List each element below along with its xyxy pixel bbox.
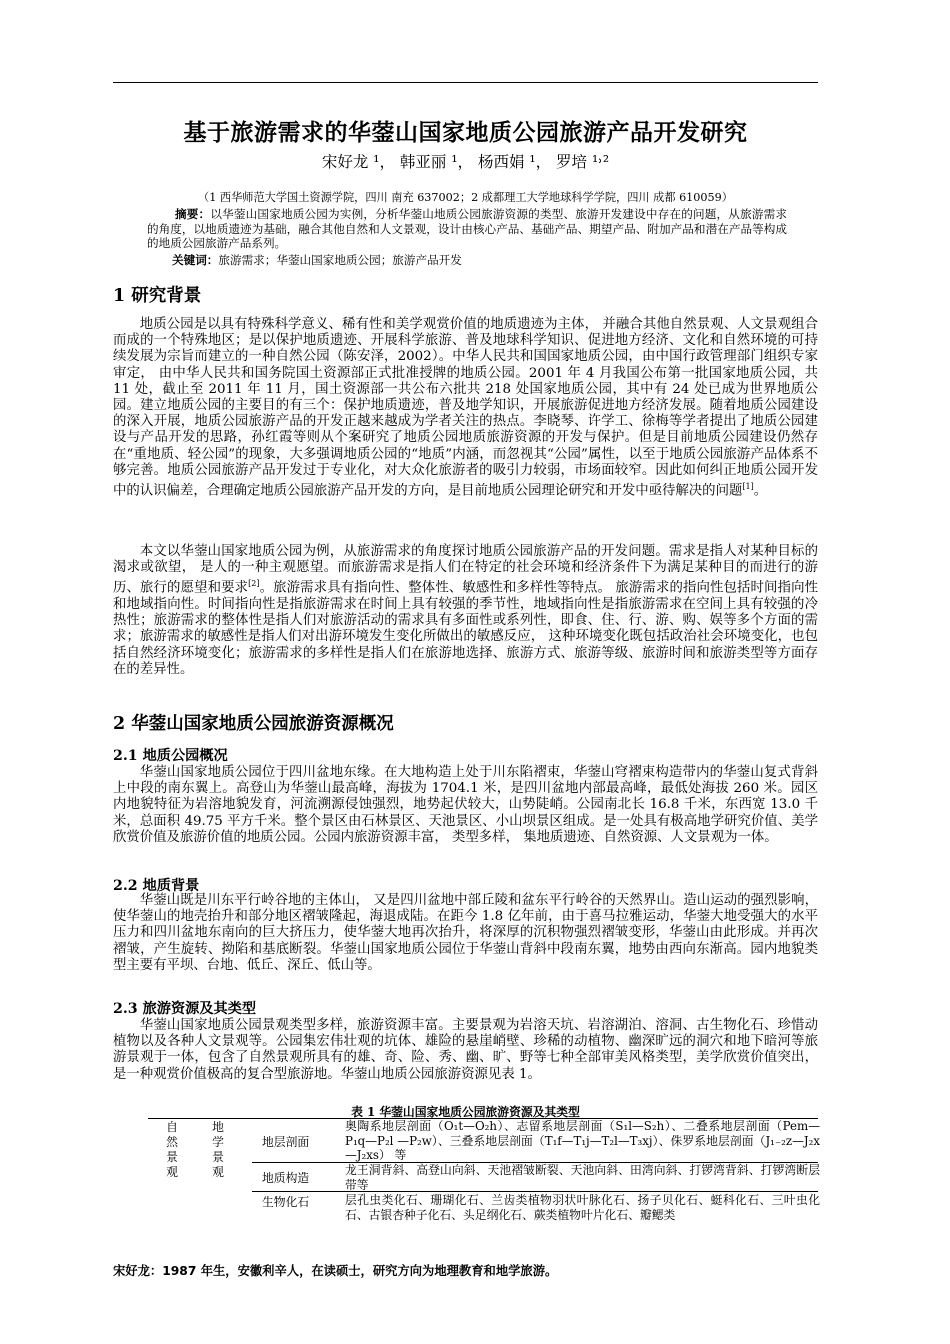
table-row-category: 生物化石	[262, 1195, 310, 1209]
abstract-text: 以华蓥山国家地质公园为实例，分析华蓥山地质公园旅游资源的类型、旅游开发建设中存在的问题，从旅游需求的角度，以地质遗迹为基础，融合其他自然和人文景观，设计由核心产品、基础产品、期望产品、附加产品和潜在产品等构成的地质公园旅游产品系列。	[147, 207, 787, 250]
paper-title: 基于旅游需求的华蓥山国家地质公园旅游产品开发研究	[183, 119, 748, 146]
citation-1: [1]	[742, 482, 754, 492]
table-row-description: 龙王洞背斜、高登山向斜、天池褶皱断裂、天池向斜、田湾向斜、打锣湾背斜、打锣湾断层带等	[345, 1163, 820, 1192]
affiliation: （1 西华师范大学国土资源学院，四川 南充 637002；2 成都理工大学地球科学学院，四川 成都 610059）	[198, 191, 733, 204]
table-col-natural-landscape	[164, 1120, 180, 1180]
abstract	[147, 207, 787, 251]
section-1-paragraph-2	[113, 544, 818, 678]
table-row-description: 层孔虫类化石、珊瑚化石、兰齿类植物羽状叶脉化石、扬子贝化石、蜓科化石、三叶虫化石、古银杏种子化石、头足纲化石、蕨类植物叶片化石、瓣鳃类	[345, 1193, 820, 1222]
section-1-heading: 1 研究背景	[113, 286, 202, 306]
keywords	[172, 252, 787, 268]
section-2-2-heading: 2.2 地质背景	[113, 878, 200, 894]
table-col2-char: 地	[212, 1120, 224, 1134]
header-rule	[113, 82, 818, 83]
table-row-rule	[252, 1191, 818, 1192]
author-list: 宋好龙 ¹， 韩亚丽 ¹， 杨西娟 ¹， 罗培 ¹˒²	[321, 153, 610, 171]
section-1-paragraph-1-text: 地质公园是以具有特殊科学意义、稀有性和美学观赏价值的地质遗迹为主体， 并融合其他自然景观、人文景观组合而成的一个特殊地区；是以保护地质遗迹、开展科学旅游、普及地球科学知识、促进地方经济、文化和自然环境的可持续发展为宗旨而建立的一种自然公园（陈安泽，2002）。中华人民共和国国家地质公园，由中国行政管理部门组织专家审定， 由中华人民共和国务院国土资源部正式批准授牌的地质公园。2001 年 4 月我国公布第一批国家地质公园，共 11 处，截止至 2011 年 11 月，国土资源部一共公布六批共 218 处国家地质公园，其中有 24 处已成为世界地质公园。建立地质公园的主要目的有三个：保护地质遗迹，普及地学知识，开展旅游促进地方经济发展。随着地质公园建设的深入开展，地质公园旅游产品的开发正越来越成为学者关注的热点。李晓琴、许学工、徐梅等学者提出了地质公园建设与产品开发的思路，孙红霞等则从个案研究了地质公园地质旅游资源的开发与保护。但是目前地质公园建设仍然存在“重地质、轻公园”的现象，大多强调地质公园的“地质”内涵，而忽视其“公园”属性，以至于地质公园旅游产品体系不够完善。地质公园旅游产品开发过于专业化，对大众化旅游者的吸引力较弱，市场面较窄。因此如何纠正地质公园开发中的认识偏差，合理确定地质公园旅游产品开发的方向，是目前地质公园理论研究和开发中亟待解决的问题	[113, 317, 818, 499]
table-row-category: 地质构造	[262, 1171, 310, 1185]
table-col2-char: 景	[212, 1150, 224, 1164]
citation-2: [2]	[248, 579, 260, 589]
section-1-paragraph-2-text: 本文以华蓥山国家地质公园为例，从旅游需求的角度探讨地质公园旅游产品的开发问题。需求是指人对某种目标的渴求或欲望， 是人的一种主观愿望。而旅游需求是指人们在特定的社会环境和经济条件下为满足某种目的而进行的游历、旅行的愿望和要求	[113, 544, 818, 596]
section-2-3-heading: 2.3 旅游资源及其类型	[113, 1001, 257, 1017]
section-1-paragraph-1-end: 。	[753, 483, 768, 499]
keywords-label: 关键词：	[172, 253, 219, 267]
table-col1-char: 观	[166, 1165, 178, 1179]
table-col-geo-landscape	[210, 1120, 226, 1180]
table-col2-char: 观	[212, 1165, 224, 1179]
section-2-3-text: 华蓥山国家地质公园景观类型多样，旅游资源丰富。主要景观为岩溶天坑、岩溶湖泊、溶洞、古生物化石、珍惜动植物以及各种人文景观等。公园集宏伟壮观的坑体、雄险的悬崖峭壁、珍稀的动植物、幽深旷远的洞穴和地下暗河等旅游景观于一体，包含了自然景观所具有的雄、奇、险、秀、幽、旷、野等七种全部审美风格类型，美学欣赏价值突出，是一种观赏价值极高的复合型旅游地。华蓥山地质公园旅游资源见表 1。	[113, 1018, 818, 1082]
table-row-description: 奥陶系地层剖面（O₁t—O₂h）、志留系地层剖面（S₁l—S₂h）、二叠系地层剖面（Pem—P₁q—P₂l —P₂w）、三叠系地层剖面（T₁f—T₁j—T₂l—T₃xj）、侏罗系地层剖面（J₁₋₂z—J₂x—J₂xs） 等	[345, 1119, 820, 1162]
table-col1-char: 自	[166, 1120, 178, 1134]
table-col2-char: 学	[212, 1135, 224, 1149]
keywords-text: 旅游需求；华蓥山国家地质公园；旅游产品开发	[218, 253, 462, 267]
table-col1-char: 景	[166, 1150, 178, 1164]
table-col1-char: 然	[166, 1135, 178, 1149]
section-2-heading: 2 华蓥山国家地质公园旅游资源概况	[113, 714, 394, 734]
section-2-2-text: 华蓥山既是川东平行岭谷地的主体山， 又是四川盆地中部丘陵和盆东平行岭谷的天然界山。造山运动的强烈影响，使华蓥山的地壳抬升和部分地区褶皱隆起，海退成陆。在距今 1.8 亿年前，由于喜马拉雅运动，华蓥大地受强大的水平压力和四川盆地东南向的巨大挤压力，使华蓥大地再次抬升，将深厚的沉积物强烈褶皱变形，华蓥山由此形成。并再次褶皱，产生旋转、拗陷和基底断裂。华蓥山国家地质公园位于华蓥山背斜中段南东翼，地势由西向东渐高。园内地貌类型主要有平坝、台地、低丘、深丘、低山等。	[113, 893, 818, 973]
table-row-category: 地层剖面	[262, 1135, 310, 1149]
section-1-paragraph-2-end: 。旅游需求具有指向性、整体性、敏感性和多样性等特点。 旅游需求的指向性包括时间指向性和地域指向性。时间指向性是指旅游需求在时间上具有较强的季节性，地域指向性是指旅游需求在空间上具有较强的冷热性；旅游需求的整体性是指人们对旅游活动的需求具有多面性或系列性，即食、住、行、游、购、娱等多个方面的需求；旅游需求的敏感性是指人们对出游环境发生变化所做出的敏感反应， 这种环境变化既包括政治社会环境变化，也包括自然经济环境变化；旅游需求的多样性是指人们在旅游地选择、旅游方式、旅游等级、旅游时间和旅游类型等方面存在的差异性。	[113, 580, 818, 677]
section-2-1-text: 华蓥山国家地质公园位于四川盆地东缘。在大地构造上处于川东陷褶束，华蓥山穹褶束构造带内的华蓥山复式背斜上中段的南东翼上。高登山为华蓥山最高峰，海拔为 1704.1 米，是四川盆地内部最高峰，最低处海拔 260 米。园区内地貌特征为岩溶地貌发育，河流溯源侵蚀强烈，地势起伏较大，山势陡峭。公园南北长 16.8 千米，东西宽 13.0 千米，总面积 49.75 平方千米。整个景区由石林景区、天池景区、小山坝景区组成。是一处具有极高地学研究价值、美学欣赏价值及旅游价值的地质公园。公园内旅游资源丰富， 类型多样， 集地质遗迹、自然资源、人文景观为一体。	[113, 765, 818, 845]
table-caption: 表 1 华蓥山国家地质公园旅游资源及其类型	[351, 1105, 580, 1119]
author-footnote: 宋好龙：1987 年生，安徽利辛人，在读硕士，研究方向为地理教育和地学旅游。	[113, 1264, 558, 1278]
abstract-label: 摘要：	[175, 207, 211, 221]
section-1-paragraph-1	[113, 317, 818, 500]
section-2-1-heading: 2.1 地质公园概况	[113, 748, 228, 764]
